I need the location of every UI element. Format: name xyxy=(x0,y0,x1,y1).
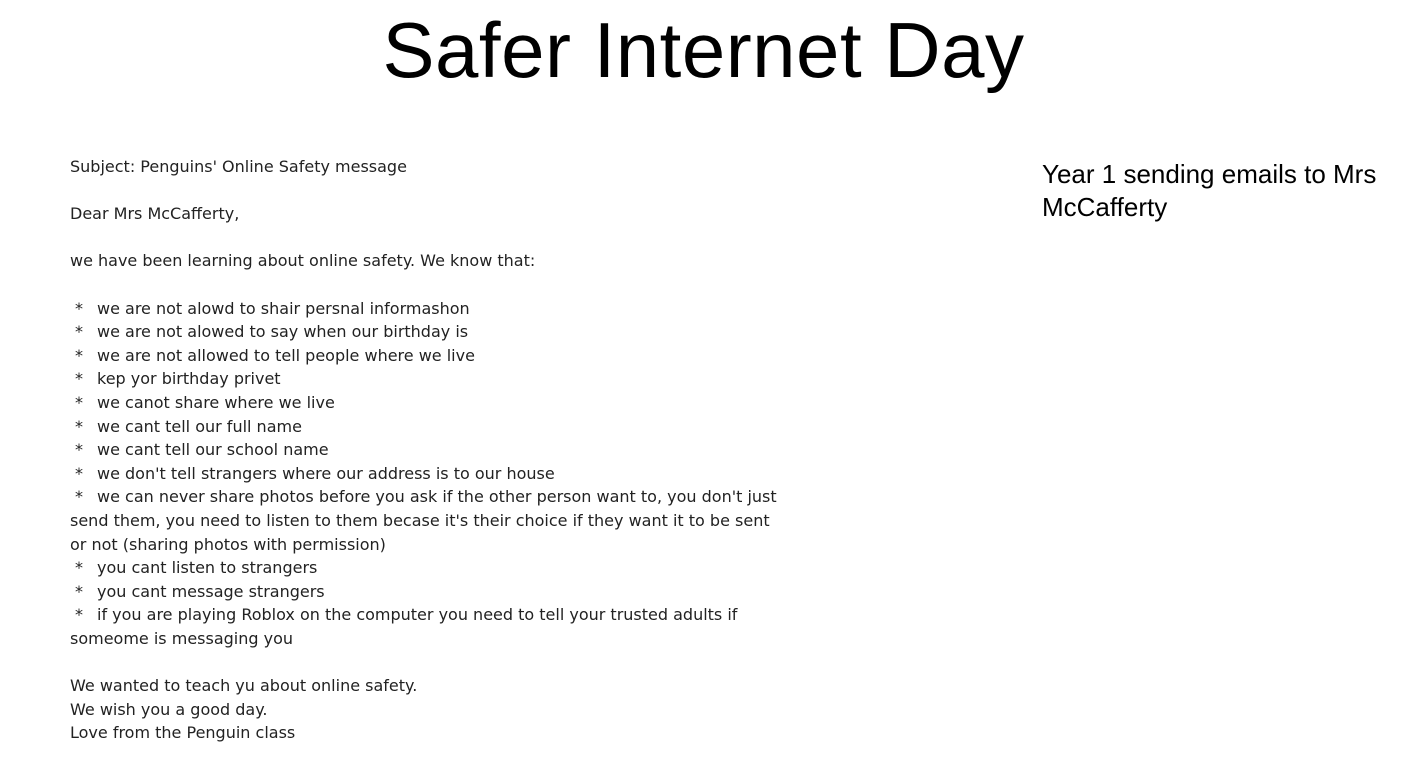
spacer xyxy=(70,273,790,297)
bullet-item xyxy=(70,485,790,556)
bullet-text: you cant message strangers xyxy=(97,581,325,601)
slide-caption: Year 1 sending emails to Mrs McCafferty xyxy=(1042,159,1377,222)
spacer xyxy=(70,226,790,250)
spacer xyxy=(70,650,790,674)
email-closing-line: We wanted to teach yu about online safety. xyxy=(70,676,418,696)
bullet-symbol: * xyxy=(75,605,83,625)
bullet-text: we canot share where we live xyxy=(97,392,335,412)
bullet-text: we don't tell strangers where our address is to our house xyxy=(97,463,555,483)
bullet-item xyxy=(70,603,790,650)
bullet-item xyxy=(70,344,790,368)
bullet-text: we are not alowed to say when our birthday is xyxy=(97,322,469,342)
bullet-item xyxy=(70,438,790,462)
email-greeting: Dear Mrs McCafferty, xyxy=(70,204,240,224)
email-intro: we have been learning about online safety. We know that: xyxy=(70,251,536,271)
bullet-text: if you are playing Roblox on the computer you need to tell your trusted adults if someome is messaging you xyxy=(70,605,738,648)
bullet-item xyxy=(70,391,790,415)
bullet-item xyxy=(70,556,790,580)
bullet-text: we cant tell our school name xyxy=(97,440,329,460)
bullet-symbol: * xyxy=(75,558,83,578)
bullet-symbol: * xyxy=(75,440,83,460)
email-subject: Subject: Penguins' Online Safety message xyxy=(70,157,407,176)
bullet-symbol: * xyxy=(75,345,83,365)
email-signoff: Love from the Penguin class xyxy=(70,723,296,743)
email-body xyxy=(70,155,790,745)
email-closing-line: We wish you a good day. xyxy=(70,699,268,719)
bullet-text: we are not allowed to tell people where we live xyxy=(97,345,475,365)
bullet-text: we cant tell our full name xyxy=(97,416,302,436)
bullet-text: you cant listen to strangers xyxy=(97,558,318,578)
bullet-item xyxy=(70,320,790,344)
bullet-symbol: * xyxy=(75,392,83,412)
bullet-symbol: * xyxy=(75,369,83,389)
bullet-item xyxy=(70,297,790,321)
bullet-item xyxy=(70,580,790,604)
bullet-symbol: * xyxy=(75,322,83,342)
bullet-text: kep yor birthday privet xyxy=(97,369,281,389)
bullet-symbol: * xyxy=(75,416,83,436)
bullet-symbol: * xyxy=(75,487,83,507)
slide-title: Safer Internet Day xyxy=(382,6,1025,94)
bullet-text: we can never share photos before you ask if the other person want to, you don't just send them, you need to listen to them becase it's their choice if they want it to be sent or not (sharing photos with permission) xyxy=(70,487,777,554)
bullet-symbol: * xyxy=(75,463,83,483)
bullet-text: we are not alowd to shair persnal informashon xyxy=(97,298,470,318)
bullet-symbol: * xyxy=(75,298,83,318)
bullet-symbol: * xyxy=(75,581,83,601)
bullet-item xyxy=(70,462,790,486)
spacer xyxy=(70,179,790,203)
bullet-item xyxy=(70,415,790,439)
bullet-item xyxy=(70,367,790,391)
